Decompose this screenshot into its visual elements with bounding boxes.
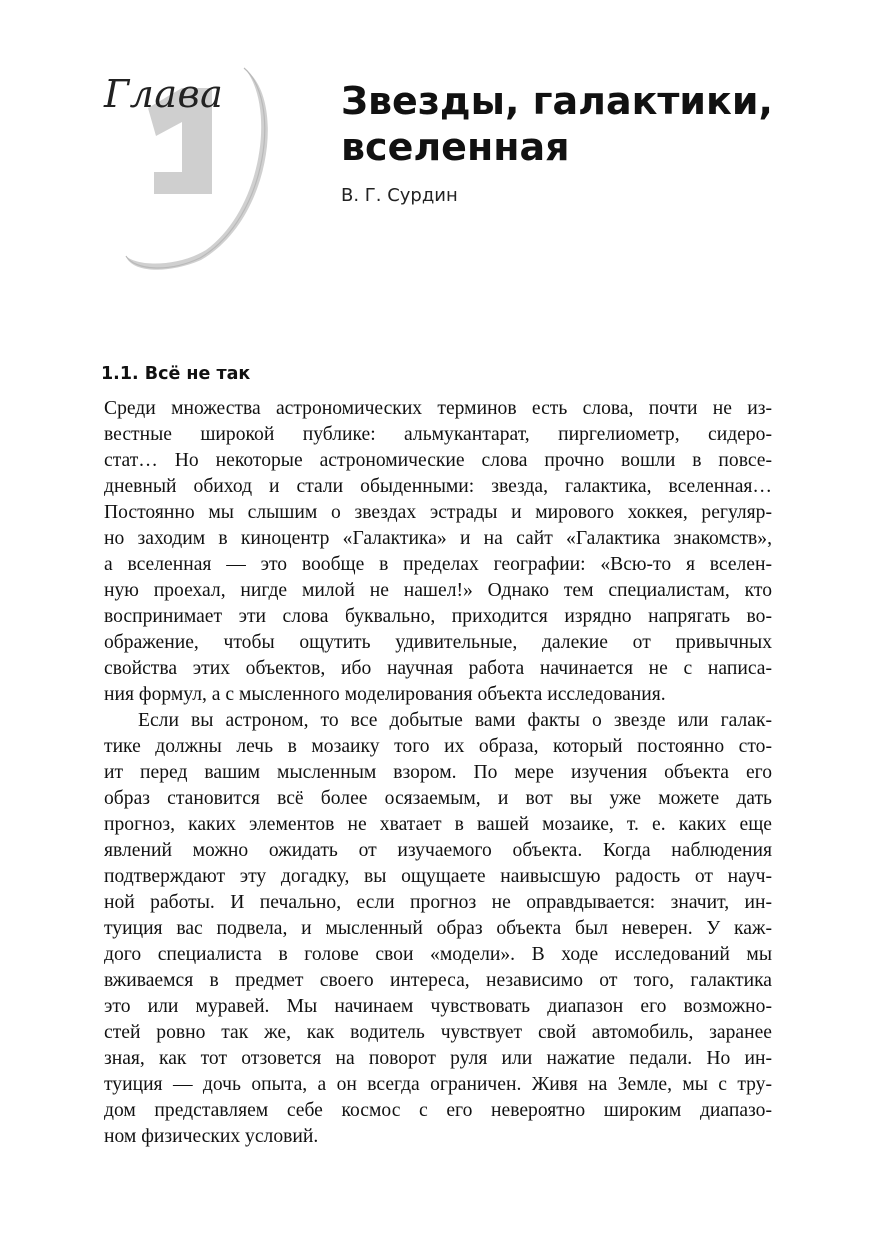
- chapter-emblem: [96, 60, 296, 280]
- chapter-title-line: Звезды, галактики,: [341, 79, 773, 123]
- text-line: ит перед вашим мысленным взором. По мере изучения объекта его: [104, 762, 772, 783]
- text-line: ную проехал, нигде милой не нашел!» Однако тем специалистам, кто: [104, 580, 772, 601]
- chapter-author: В. Г. Сурдин: [341, 185, 458, 206]
- text-line: Если вы астроном, то все добытые вами факты о звезде или галак-: [138, 710, 772, 731]
- chapter-title: [341, 78, 821, 170]
- text-line: Постоянно мы слышим о звездах эстрады и мирового хоккея, регуляр-: [104, 502, 772, 523]
- text-line: подтверждают эту догадку, вы ощущаете наивысшую радость от науч-: [104, 866, 772, 887]
- chapter-title-line: вселенная: [341, 125, 570, 169]
- text-line: дого специалиста в голове свои «модели». В ходе исследований мы: [104, 944, 772, 965]
- text-line: это или муравей. Мы начинаем чувствовать диапазон его возможно-: [104, 996, 772, 1017]
- text-line: ображение, чтобы ощутить удивительные, далекие от привычных: [104, 632, 772, 653]
- body-text: [104, 396, 772, 1150]
- text-line: а вселенная — это вообще в пределах географии: «Всю-то я вселен-: [104, 554, 772, 575]
- text-line: дневный обиход и стали обыденными: звезда, галактика, вселенная…: [104, 476, 772, 497]
- text-line: зная, как тот отзовется на поворот руля или нажатие педали. Но ин-: [104, 1048, 772, 1069]
- text-line: ной работы. И печально, если прогноз не оправдывается: значит, ин-: [104, 892, 772, 913]
- text-line: образ становится всё более осязаемым, и вот вы уже можете дать: [104, 788, 772, 809]
- text-line: стей ровно так же, как водитель чувствует свой автомобиль, заранее: [104, 1022, 772, 1043]
- text-line: туиция — дочь опыта, а он всегда ограничен. Живя на Земле, мы с тру-: [104, 1074, 772, 1095]
- text-line: туиция вас подвела, и мысленный образ объекта был неверен. У каж-: [104, 918, 772, 939]
- text-line: вживаемся в предмет своего интереса, независимо от того, галактика: [104, 970, 772, 991]
- section-heading: 1.1. Всё не так: [101, 364, 251, 384]
- text-line: явлений можно ожидать от изучаемого объекта. Когда наблюдения: [104, 840, 772, 861]
- text-line: свойства этих объектов, ибо научная работа начинается не с написа-: [104, 658, 772, 679]
- paragraph: [104, 396, 772, 708]
- text-line: стат… Но некоторые астрономические слова прочно вошли в повсе-: [104, 450, 772, 471]
- chapter-label: Глава: [104, 72, 224, 116]
- text-line: вестные широкой публике: альмукантарат, пиргелиометр, сидеро-: [104, 424, 772, 445]
- text-line: прогноз, каких элементов не хватает в вашей мозаике, т. е. каких еще: [104, 814, 772, 835]
- text-line: дом представляем себе космос с его невероятно широким диапазо-: [104, 1100, 772, 1121]
- text-line: ном физических условий.: [104, 1126, 319, 1147]
- text-line: тике должны лечь в мозаику того их образа, который постоянно сто-: [104, 736, 772, 757]
- text-line: ния формул, а с мысленного моделирования объекта исследования.: [104, 684, 666, 705]
- text-line: но заходим в киноцентр «Галактика» и на сайт «Галактика знакомств»,: [104, 528, 772, 549]
- paragraph: [104, 708, 772, 1150]
- text-line: Среди множества астрономических терминов есть слова, почти не из-: [104, 398, 772, 419]
- text-line: воспринимает эти слова буквально, приходится изрядно напрягать во-: [104, 606, 772, 627]
